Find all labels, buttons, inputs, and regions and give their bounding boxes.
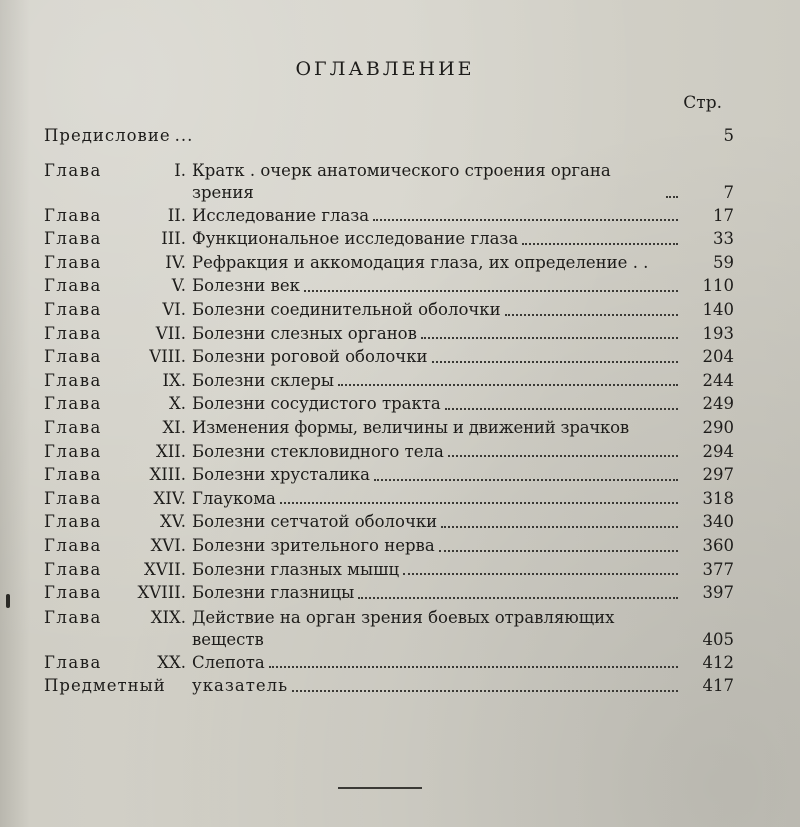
- entry-page: 340: [702, 512, 734, 532]
- entry-title-cell: [192, 369, 682, 393]
- entry-title-cell: [192, 607, 682, 651]
- entry-title-cell: [192, 416, 682, 440]
- entry-title: Болезни зрительного нерва: [192, 535, 435, 555]
- leader-dots: [441, 526, 678, 528]
- entry-title-cell: [192, 298, 682, 322]
- entry-chapter: Глава: [44, 229, 102, 249]
- margin-mark: [6, 594, 10, 608]
- toc-entry: [44, 674, 734, 698]
- entry-number: IV.: [165, 252, 186, 272]
- entry-chapter: Глава: [44, 160, 102, 180]
- leader-dots: [445, 408, 678, 410]
- entry-title-cell: [192, 651, 682, 675]
- entry-number: XIX.: [150, 607, 186, 627]
- entry-title-cell: [192, 322, 682, 346]
- leader-dots: [338, 384, 678, 386]
- entry-title: Болезни глазницы: [192, 583, 355, 603]
- leader-dots: [197, 140, 678, 142]
- entry-title: Исследование глаза: [192, 205, 370, 225]
- entry-chapter: Глава: [44, 394, 102, 414]
- toc-entry: [44, 605, 734, 651]
- toc-entry: [44, 534, 734, 558]
- page-title: ОГЛАВЛЕНИЕ: [295, 58, 475, 80]
- entry-page: 360: [702, 535, 734, 555]
- entry-title-cell: [192, 463, 682, 487]
- entry-title: Болезни роговой оболочки: [192, 347, 428, 367]
- entry-title: Болезни стекловидного тела: [192, 441, 444, 461]
- entry-title: Кратк . очерк анатомического строения органа зрения: [192, 160, 611, 202]
- entry-title: Болезни соединительной оболочки: [192, 299, 501, 319]
- entry-title: Глаукома: [192, 488, 276, 508]
- entry-title-cell: [192, 440, 682, 464]
- entry-title-cell: [192, 274, 682, 298]
- entry-page: 297: [702, 465, 734, 485]
- leader-dots: [373, 219, 678, 221]
- toc-entry: [44, 158, 734, 204]
- entry-title-cell: [192, 558, 682, 582]
- entry-page: 294: [702, 441, 734, 461]
- entry-title: Слепота: [192, 652, 265, 672]
- leader-dots: [292, 690, 678, 692]
- entry-title: Болезни сосудистого тракта: [192, 394, 441, 414]
- entry-number: VI.: [162, 299, 186, 319]
- entry-page: 193: [702, 323, 734, 343]
- entry-title-cell: [192, 251, 682, 275]
- bottom-rule: [338, 787, 422, 789]
- entry-title: указатель: [192, 676, 289, 696]
- entry-page: 249: [702, 394, 734, 414]
- leader-dots: [358, 597, 678, 599]
- toc-entry: [44, 440, 734, 464]
- entry-number: III.: [161, 229, 186, 249]
- table-of-contents: [44, 124, 734, 698]
- entry-page: 59: [713, 252, 734, 272]
- entry-number: IX.: [162, 370, 186, 390]
- entry-chapter: Глава: [44, 652, 102, 672]
- toc-entry: [44, 369, 734, 393]
- entry-page: 5: [723, 126, 734, 145]
- toc-entry: [44, 227, 734, 251]
- entry-title-cell: [192, 204, 682, 228]
- entry-chapter: Глава: [44, 559, 102, 579]
- toc-entry: [44, 651, 734, 675]
- entry-title: Функциональное исследование глаза: [192, 229, 519, 249]
- entry-title: Болезни хрусталика: [192, 465, 370, 485]
- entry-chapter: Глава: [44, 535, 102, 555]
- entry-title: Болезни сетчатой оболочки: [192, 512, 438, 532]
- entry-page: 244: [702, 370, 734, 390]
- entry-chapter: Глава: [44, 323, 102, 343]
- entry-number: XVII.: [144, 559, 186, 579]
- entry-chapter: Глава: [44, 512, 102, 532]
- entry-number: XIII.: [149, 465, 186, 485]
- leader-dots: [269, 666, 678, 668]
- entry-chapter: Предисловие: [44, 126, 171, 145]
- entry-title-cell: [192, 392, 682, 416]
- entry-title: Изменения формы, величины и движений зрачков: [192, 417, 629, 437]
- leader-dots: [448, 455, 678, 457]
- entry-page: 417: [702, 676, 734, 696]
- entry-number: II.: [167, 205, 186, 225]
- toc-entry: [44, 510, 734, 534]
- entry-page: 290: [702, 417, 734, 437]
- entry-number: XI.: [162, 417, 186, 437]
- entry-chapter: Глава: [44, 276, 102, 296]
- entry-title: Болезни склеры: [192, 370, 335, 390]
- toc-entry: [44, 345, 734, 369]
- entry-title: Болезни слезных органов: [192, 323, 417, 343]
- entry-title-cell: [192, 510, 682, 534]
- toc-entry: [44, 204, 734, 228]
- entry-title-cell: [192, 487, 682, 511]
- entry-page: 204: [702, 347, 734, 367]
- entry-title: Болезни глазных мышц: [192, 559, 400, 579]
- entry-title-cell: [192, 345, 682, 369]
- leader-dots: [432, 361, 678, 363]
- toc-entry: [44, 322, 734, 346]
- toc-entry: [44, 298, 734, 322]
- entry-number: VII.: [155, 323, 186, 343]
- leader-dots: [280, 502, 678, 504]
- toc-entry: [44, 581, 734, 605]
- entry-page: 397: [702, 583, 734, 603]
- entry-number: V.: [171, 276, 186, 296]
- entry-chapter: Глава: [44, 607, 102, 627]
- entry-page: 377: [702, 559, 734, 579]
- entry-page: 405: [702, 629, 734, 649]
- entry-number: X.: [169, 394, 186, 414]
- entry-page: 318: [702, 488, 734, 508]
- entry-title: Действие на орган зрения боевых отравляющих веществ: [192, 607, 615, 649]
- toc-entry: [44, 416, 734, 440]
- entry-title: Болезни век: [192, 276, 300, 296]
- leader-dots: [304, 290, 678, 292]
- leader-dots: [522, 243, 678, 245]
- toc-entry: [44, 274, 734, 298]
- entry-title: ...: [174, 126, 194, 145]
- entry-number: XVIII.: [137, 583, 186, 603]
- toc-entry: [44, 392, 734, 416]
- entry-page: 110: [702, 276, 734, 296]
- entry-chapter: Глава: [44, 299, 102, 319]
- entry-chapter: Глава: [44, 205, 102, 225]
- toc-entry: [44, 124, 734, 148]
- entry-number: XVI.: [150, 535, 186, 555]
- entry-title-cell: [192, 160, 682, 204]
- entry-chapter: Предметный: [44, 676, 166, 696]
- page-column-label: Стр.: [683, 93, 722, 113]
- entry-page: 33: [713, 229, 734, 249]
- leader-dots: [666, 196, 678, 198]
- entry-title-cell: [192, 227, 682, 251]
- entry-chapter: Глава: [44, 370, 102, 390]
- entry-page: 140: [702, 299, 734, 319]
- entry-chapter: Глава: [44, 347, 102, 367]
- entry-page: 412: [702, 652, 734, 672]
- entry-chapter: Глава: [44, 488, 102, 508]
- entry-chapter: Глава: [44, 441, 102, 461]
- entry-number: XIV.: [153, 488, 186, 508]
- entry-chapter: Глава: [44, 465, 102, 485]
- entry-title-cell: [192, 581, 682, 605]
- entry-page: 17: [713, 205, 734, 225]
- entry-title: Рефракция и аккомодация глаза, их определение . .: [192, 252, 649, 272]
- leader-dots: [403, 573, 678, 575]
- leader-dots: [505, 314, 678, 316]
- entry-chapter: Глава: [44, 583, 102, 603]
- entry-number: VIII.: [149, 347, 186, 367]
- toc-entry: [44, 251, 734, 275]
- leader-dots: [374, 479, 678, 481]
- toc-entry: [44, 487, 734, 511]
- entry-number: XV.: [159, 512, 186, 532]
- entry-title-cell: [192, 534, 682, 558]
- leader-dots: [652, 266, 678, 268]
- toc-entry: [44, 558, 734, 582]
- entry-title-cell: [192, 674, 682, 698]
- leader-dots: [421, 337, 678, 339]
- entry-number: I.: [174, 160, 186, 180]
- toc-entry: [44, 463, 734, 487]
- leader-dots: [439, 550, 678, 552]
- entry-page: 7: [723, 182, 734, 202]
- entry-chapter: Глава: [44, 417, 102, 437]
- entry-number: XX.: [157, 652, 186, 672]
- entry-number: XII.: [155, 441, 186, 461]
- entry-chapter: Глава: [44, 252, 102, 272]
